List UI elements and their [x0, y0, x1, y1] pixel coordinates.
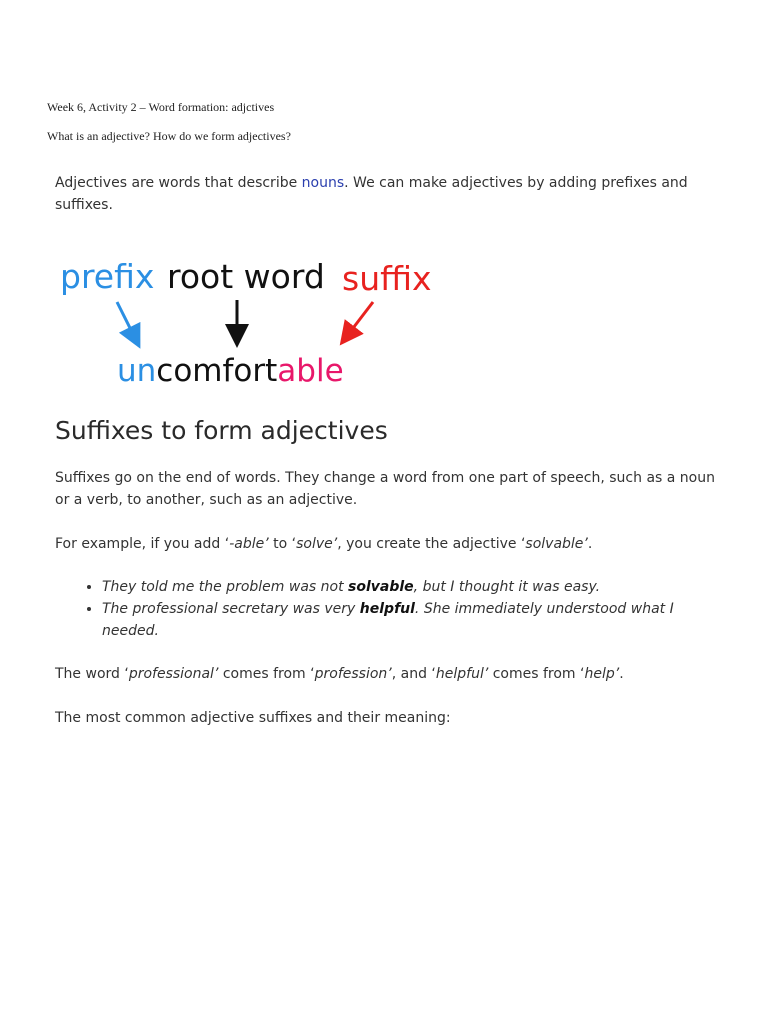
formed-word	[117, 353, 344, 389]
formed-word-suffix: able	[277, 353, 344, 389]
week-heading: Week 6, Activity 2 – Word formation: adjctives	[47, 100, 275, 114]
question-line: What is an adjective? How do we form adjectives?	[47, 129, 291, 143]
word-formation-diagram	[55, 250, 455, 395]
formed-word-root: comfort	[156, 353, 278, 389]
example-root: solve’	[296, 536, 338, 552]
origin-text-5: .	[619, 666, 624, 682]
suffix-definition: Suffixes go on the end of words. They change a word from one part of speech, such as a noun or a verb, to another, such as an adjective.	[55, 470, 715, 508]
intro-text-start: Adjectives are words that describe	[55, 175, 302, 191]
suffix-label: suffix	[342, 259, 432, 298]
sentence-1-end: , but I thought it was easy.	[413, 579, 601, 595]
intro-paragraph	[55, 172, 725, 216]
suffix-arrow	[347, 302, 373, 336]
sentence-2-start: The professional secretary was very	[102, 601, 360, 617]
sentence-2-bold: helpful	[359, 601, 415, 617]
origin-word-3: helpful’	[435, 666, 489, 682]
prefix-arrow	[117, 302, 135, 338]
example-sentences-list	[84, 576, 702, 642]
origin-text-1: The word ‘	[55, 666, 129, 682]
sentence-2-end: . She immediately understood what I needed.	[102, 601, 674, 639]
origin-word-1: professional’	[128, 666, 219, 682]
sentence-1-bold: solvable	[348, 579, 414, 595]
formed-word-prefix: un	[117, 353, 157, 389]
list-item	[102, 576, 702, 598]
example-text-1: For example, if you add ‘	[55, 536, 230, 552]
origin-word-4: help’	[584, 666, 620, 682]
common-suffixes-intro: The most common adjective suffixes and their meaning:	[55, 710, 451, 726]
nouns-link[interactable]: nouns	[301, 175, 345, 191]
list-item	[102, 598, 702, 642]
example-paragraph	[55, 533, 725, 555]
example-result: solvable’	[525, 536, 588, 552]
origin-text-4: comes from ‘	[488, 666, 585, 682]
word-origin-paragraph	[55, 663, 725, 685]
origin-text-3: , and ‘	[391, 666, 436, 682]
prefix-label: prefix	[60, 257, 155, 296]
origin-text-2: comes from ‘	[218, 666, 315, 682]
origin-word-2: profession’	[314, 666, 392, 682]
intro-text-end: . We can make adjectives by adding prefixes and suffixes.	[55, 175, 688, 213]
example-text-3: , you create the adjective ‘	[337, 536, 526, 552]
root-word-label: root word	[167, 257, 325, 296]
example-text-4: .	[587, 536, 593, 552]
section-heading: Suffixes to form adjectives	[55, 416, 388, 445]
sentence-1-start: They told me the problem was not	[102, 579, 349, 595]
example-suffix: -able’	[229, 536, 269, 552]
example-text-2: to ‘	[268, 536, 297, 552]
